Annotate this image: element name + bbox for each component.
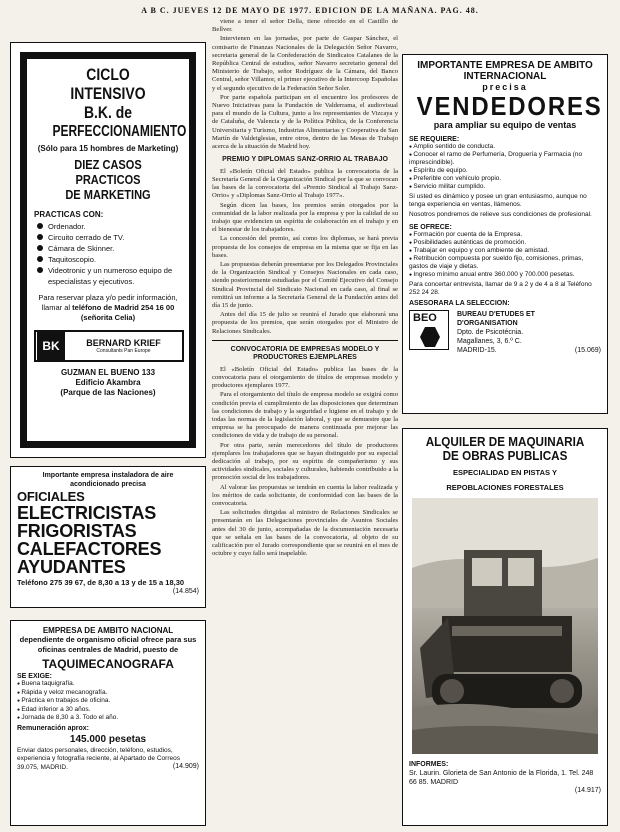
vend-offers-header: SE OFRECE:: [409, 224, 452, 231]
alq-contact: INFORMES: Sr. Laurin. Glorieta de San Antonio de la Florida, 1. Tel. 248 66 85. MADRID: [409, 761, 594, 786]
ciclo-title-2: B.K. de: [83, 103, 133, 122]
ciclo-title-4b: DE MARKETING: [65, 187, 151, 202]
taq-requirements-list: [17, 680, 199, 723]
vend-interview: Para concertar entrevista, llamar de 9 a 2 y de 4 a 8 al Teléfono 252 24 28.: [409, 281, 592, 296]
bernard-krief-logo-box: [34, 330, 184, 362]
divider: [212, 340, 398, 341]
bullet-icon: [37, 234, 43, 240]
list-item: ● Retribución compuesta por sueldo fijo, comisiones, primas, gastos de viaje y dietas.: [409, 255, 601, 271]
bullet-icon: [37, 267, 43, 273]
vend-advisor-header: ASESORARA LA SELECCION:: [409, 300, 510, 307]
vend-paragraph: Si usted es dinámico y posee un gran entusiasmo, aunque no tenga experiencia en ventas, llámenos.: [409, 193, 587, 208]
list-item: ● Edad inferior a 30 años.: [17, 706, 199, 715]
alq-title-2: DE OBRAS PUBLICAS: [442, 448, 568, 463]
bullet-icon: [37, 245, 43, 251]
taq-title: EMPRESA DE AMBITO NACIONAL: [42, 626, 174, 635]
list-item: ● Trabajar en equipo y con ambiente de amistad.: [409, 247, 601, 255]
bulldozer-photo: [412, 498, 598, 754]
alq-specialty-1: ESPECIALIDAD EN PISTAS Y: [453, 468, 557, 477]
ciclo-ad-frame: [20, 52, 196, 448]
ciclo-intensivo-ad: [10, 42, 206, 458]
krief-tagline: Consultants Pan Europe: [96, 348, 151, 354]
oficiales-line-1: OFICIALES: [17, 489, 85, 504]
ciclo-title-3: PERFECCIONAMIENTO: [52, 123, 187, 140]
news-paragraph: El «Boletín Oficial del Estado» publica la convocatoria de la Secretaría General de la Organización Sindical por la que se convocan las bases de la convocatoria del «Premio Sindical al Trabajo Sanz-Orrio» y «Diplomas Sanz-Orrio al Trabajo 1977».: [212, 167, 398, 200]
ciclo-list-header: PRACTICAS CON:: [34, 210, 104, 219]
alquiler-maquinaria-ad: [402, 428, 608, 826]
news-heading-sanz-orrio: PREMIO Y DIPLOMAS SANZ-ORRIO AL TRABAJO: [222, 156, 388, 164]
bulldozer-illustration: [412, 498, 598, 754]
news-paragraph: Por otra parte, serán merecedores del título de productores ejemplares los trabajadores que se hayan distinguido por su especial dedicación al trabajo, por su espíritu de compañerismo y sus actividades sindicales, sociales y culturales, habiendo contribuido a la promoción social de los trabajadores.: [212, 441, 398, 482]
list-item: Videotronic y un numeroso equipo de especialistas y ejecutivos.: [34, 265, 182, 287]
news-heading-empresas-modelo: CONVOCATORIA DE EMPRESAS MODELO Y PRODUCTORES EJEMPLARES: [230, 345, 380, 362]
krief-name: BERNARD KRIEF: [86, 338, 161, 348]
vend-title: VENDEDORES: [416, 91, 603, 121]
oficiales-ref: (14.854): [172, 588, 199, 595]
ciclo-address: GUZMAN EL BUENO 133 Edificio Akambra (Parque de las Naciones): [60, 368, 156, 397]
oficiales-line-5: AYUDANTES: [17, 557, 126, 577]
taquimecanografa-ad: [10, 620, 206, 826]
list-item: ● Conocer el ramo de Perfumería, Droguería y Farmacia (no imprescindible).: [409, 151, 601, 167]
vend-ref: (15.069): [574, 347, 601, 354]
news-paragraph: Las solicitudes dirigidas al ministro de Relaciones Sindicales se presentarán en las Delegaciones provinciales de Asuntos Sociales antes del 30 de junio, acompañadas de la documentación necesaria que se señala en las bases de la convocatoria, al objeto de su calificación por el Jurado correspondiente que se reunirá en el mes de octubre y cuyo fallo será inapelable.: [212, 509, 398, 558]
oficiales-line-4: CALEFACTORES: [17, 539, 162, 559]
hexagon-icon: [420, 327, 440, 347]
list-item: ● Ingreso mínimo anual entre 360.000 y 700.000 pesetas.: [409, 271, 601, 279]
list-item: ● Preferible con vehículo propio.: [409, 175, 601, 183]
ciclo-info: Para reservar plaza y/o pedir información, llamar al teléfono de Madrid 254 16 00 (señorita Celia): [38, 293, 178, 322]
vend-requirements-header: SE REQUIERE:: [409, 136, 460, 143]
news-paragraph: Al valorar las propuestas se tendrán en cuenta la labor realizada y los méritos de cada solicitante, de conformidad con las bases de la convocatoria.: [212, 483, 398, 508]
beo-info: BUREAU D'ETUDES ET D'ORGANISATION Dpto. de Psicotécnia. Magallanes, 3, 6.º C. MADRID-15.: [457, 311, 535, 354]
krief-logo-icon: BK: [37, 332, 65, 360]
taq-salary: 145.000 pesetas: [69, 733, 147, 745]
vendedores-ad: [402, 54, 608, 414]
page-header: A B C. JUEVES 12 DE MAYO DE 1977. EDICION DE LA MAÑANA. PAG. 48.: [141, 6, 479, 15]
ciclo-phone: teléfono de Madrid 254 16 00 (señorita Celia): [72, 303, 175, 322]
list-item: Taquitoscopio.: [34, 254, 182, 265]
oficiales-phone: Teléfono 275 39 67, de 8,30 a 13 y de 15 a 18,30: [17, 578, 185, 587]
vend-precisa: precisa: [482, 82, 528, 92]
alq-ref: (14.917): [574, 787, 601, 794]
list-item: ● Práctica en trabajos de oficina.: [17, 697, 199, 706]
news-paragraph: Intervienen en las jornadas, por parte de Gaspar Sánchez, el comisario de Finanzas Nacionales de la Delegación Señor Navarro, secretaria general de la Confederación de Sindicatos Catalanes de la República Central de estudios, señor Navarro secretario general del Ministerio de Trabajo, señor Rodríguez de la Cámara, del Banco Central, señor Villamor, el primer ejecutivo de la Intercoop Españolas y el segundo ejecutivo de la Federación Señor Soler.: [212, 35, 398, 92]
news-paragraph: Por parte española participan en el encuentro los profesores de Nuevo Iniciativas para la Fundación de Valderrama, el audiovisual para el mundo de la Cultura, junto a los representantes de Vizcaya y de Cataluña, de Valencia y de la Política Pública, de la Conferencia Universitaria y Turismo, Industrias Alimentarias y Cooperativa de San Martín de Valdeiglesias, entre otros, dentro de las Mesas de Trabajo acerca de la situación de Madrid hoy.: [212, 93, 398, 151]
news-column: [212, 18, 398, 559]
vend-company: IMPORTANTE EMPRESA DE AMBITO INTERNACIONAL: [417, 60, 593, 82]
list-item: Circuito cerrado de TV.: [34, 232, 182, 243]
vend-paragraph: Nosotros pondremos de relieve sus condiciones de profesional.: [409, 211, 592, 218]
taq-salary-label: Remuneración aprox:: [17, 724, 89, 732]
list-item: ● Jornada de 8,30 a 3. Todo el año.: [17, 714, 199, 723]
taq-position: TAQUIMECANOGRAFA: [42, 657, 174, 671]
news-paragraph: viene a tener el señor Della, tiene ofrecido en el Castillo de Bellver.: [212, 18, 398, 34]
list-item: Cámara de Skinner.: [34, 243, 182, 254]
taq-intro: dependiente de organismo oficial ofrece para sus oficinas centrales de Madrid, puesto de: [19, 635, 197, 654]
ciclo-subtitle: (Sólo para 15 hombres de Marketing): [37, 144, 179, 153]
list-item: ● Buena taquigrafía.: [17, 680, 199, 689]
alq-title-1: ALQUILER DE MAQUINARIA: [425, 434, 585, 449]
bullet-icon: [37, 223, 43, 229]
vend-requirements-list: [409, 143, 601, 191]
list-item: ● Posibilidades auténticas de promoción.: [409, 239, 601, 247]
bullet-icon: [37, 256, 43, 262]
news-paragraph: La concesión del premio, así como los diplomas, se hará previa propuesta de los consejos de empresa en la misma que se fija en las bases.: [212, 235, 398, 259]
list-item: ● Rápida y veloz mecanografía.: [17, 689, 199, 698]
taq-instructions: Enviar datos personales, dirección, teléfono, estudios, experiencia y fotografía reciente, al Apartado de Correos 39.075, MADRID.: [17, 746, 180, 771]
ciclo-practice-list: [34, 221, 182, 287]
list-item: ● Amplio sentido de conducta.: [409, 143, 601, 151]
taq-ref: (14.909): [172, 763, 199, 770]
news-paragraph: Antes del día 15 de julio se reunirá el Jurado que elaborará una propuesta de los premios, que serán otorgados por el Ministro de Relaciones Sindicales.: [212, 311, 398, 335]
oficiales-intro: Importante empresa instaladora de aire acondicionado precisa: [42, 472, 174, 488]
taq-requirements-header: SE EXIGE:: [17, 673, 53, 680]
news-paragraph: Según dicen las bases, los premios serán otorgados por la comunidad de la labor realizada por la empresa y por la calidad de su trabajo que evidencien un espíritu de colaboración en el trabajo y en el bienestar de los trabajadores.: [212, 201, 398, 234]
beo-logo: BEO: [409, 310, 449, 350]
ciclo-title-4a: DIEZ CASOS PRACTICOS: [74, 157, 142, 187]
news-paragraph: Las propuestas deberán presentarse por los Delegados Provinciales de la Organización Sindical y Consejos Nacionales en cada caso, siendo posteriormente estudiadas por el Comité Ejecutivo del Consejo Sindical Provincial del Sindicato Nacional en cada caso, al final se remitirá un informe a la Secretaría General de la Fundación antes del día 15 de junio.: [212, 260, 398, 309]
ciclo-title-1: CICLO INTENSIVO: [70, 65, 146, 103]
vend-subtitle: para ampliar su equipo de ventas: [433, 120, 577, 130]
news-paragraph: El «Boletín Oficial del Estado» publica las bases de la convocatoria para el otorgamiento de títulos de empresas modelo y productores ejemplares 1977.: [212, 365, 398, 390]
alq-specialty-2: REPOBLACIONES FORESTALES: [446, 482, 564, 492]
vend-offers-list: [409, 231, 601, 279]
oficiales-line-3: FRIGORISTAS: [17, 521, 137, 541]
oficiales-line-2: ELECTRICISTAS: [17, 503, 157, 523]
list-item: ● Servicio militar cumplido.: [409, 183, 601, 191]
oficiales-ad: [10, 466, 206, 608]
list-item: ● Formación por cuenta de la Empresa.: [409, 231, 601, 239]
list-item: ● Espíritu de equipo.: [409, 167, 601, 175]
list-item: Ordenador.: [34, 221, 182, 232]
news-paragraph: Para el otorgamiento del título de empresa modelo se exigirá como condición previa el cumplimiento de las disposiciones que determinan las condiciones de trabajo y la seguridad e higiene en el trabajo y de todas las normas de la legislación laboral, y que se demuestre que la empresa se ha preocupado de manera continuada por mejorar las condiciones de vida y de trabajo de su personal.: [212, 391, 398, 440]
